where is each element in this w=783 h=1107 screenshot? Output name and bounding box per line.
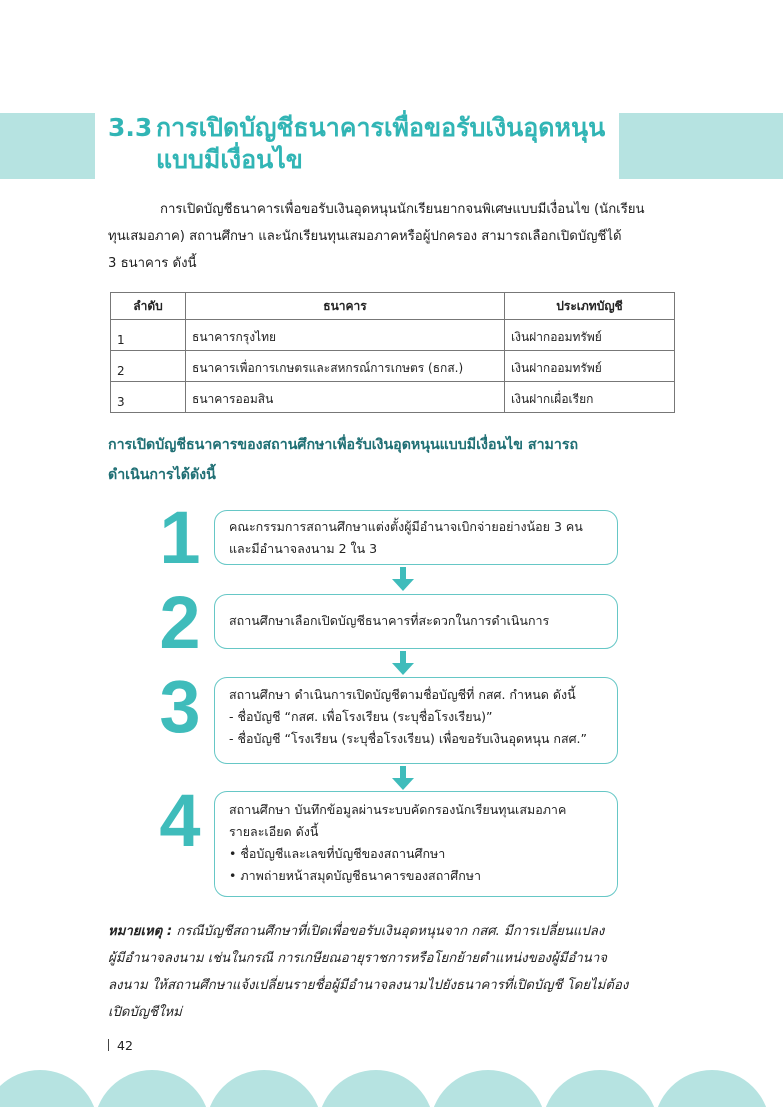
cell-account-type: เงินฝากเผื่อเรียก (505, 382, 675, 413)
header-band-right (619, 113, 783, 179)
page-number: 42 (117, 1038, 133, 1053)
header-bank: ธนาคาร (186, 293, 505, 320)
step-1-number: 1 (159, 496, 201, 579)
step-3-number: 3 (159, 665, 201, 748)
cell-bank: ธนาคารเพื่อการเกษตรและสหกรณ์การเกษตร (ธกส.) (186, 351, 505, 382)
step-4-box (214, 791, 618, 897)
step-3-line: - ชื่อบัญชี “กสศ. เพื่อโรงเรียน (ระบุชื่อโรงเรียน)” (229, 709, 493, 724)
intro-line1: การเปิดบัญชีธนาคารเพื่อขอรับเงินอุดหนุนนักเรียนยากจนพิเศษแบบมีเงื่อนไข (นักเรียน (160, 202, 645, 217)
header-account-type: ประเภทบัญชี (505, 293, 675, 320)
procedure-heading-line2: ดำเนินการได้ดังนี้ (108, 467, 216, 483)
step-2-line: สถานศึกษาเลือกเปิดบัญชีธนาคารที่สะดวกในการดำเนินการ (229, 613, 550, 628)
note-line4: เปิดบัญชีใหม่ (108, 1005, 182, 1020)
note-line3: ลงนาม ให้สถานศึกษาแจ้งเปลี่ยนรายชื่อผู้มีอำนาจลงนามไปยังธนาคารที่เปิดบัญชี โดยไม่ต้อง (108, 978, 629, 993)
intro-line3: 3 ธนาคาร ดังนี้ (108, 256, 197, 271)
step-1-line: และมีอำนาจลงนาม 2 ใน 3 (229, 541, 378, 556)
table-row (111, 320, 675, 351)
note-paragraph (108, 918, 675, 1026)
step-3-line: - ชื่อบัญชี “โรงเรียน (ระบุชื่อโรงเรียน) เพื่อขอรับเงินอุดหนุน กสศ.” (229, 731, 587, 746)
cell-order: 2 (111, 351, 186, 382)
step-4-line: • ชื่อบัญชีและเลขที่บัญชีของสถานศึกษา (229, 846, 446, 861)
procedure-heading-line1: การเปิดบัญชีธนาคารของสถานศึกษาเพื่อรับเงินอุดหนุนแบบมีเงื่อนไข สามารถ (108, 437, 579, 453)
cell-order: 3 (111, 382, 186, 413)
table-row (111, 382, 675, 413)
note-label: หมายเหตุ : (108, 924, 173, 939)
cell-bank: ธนาคารออมสิน (186, 382, 505, 413)
cell-order: 1 (111, 320, 186, 351)
down-arrow-icon (392, 567, 414, 591)
down-arrow-icon (392, 651, 414, 675)
cell-account-type: เงินฝากออมทรัพย์ (505, 351, 675, 382)
section-title (108, 112, 605, 176)
step-2-number: 2 (159, 581, 201, 664)
section-number: 3.3 (108, 113, 153, 142)
page-divider (108, 1039, 109, 1051)
intro-line2: ทุนเสมอภาค) สถานศึกษา และนักเรียนทุนเสมอภาคหรือผู้ปกครอง สามารถเลือกเปิดบัญชีได้ (108, 229, 622, 244)
bank-table (110, 292, 675, 413)
page-footer (108, 1038, 133, 1053)
step-4-number: 4 (159, 779, 201, 862)
step-4-line: รายละเอียด ดังนี้ (229, 824, 319, 839)
table-row (111, 351, 675, 382)
step-3-line: สถานศึกษา ดำเนินการเปิดบัญชีตามชื่อบัญชีที่ กสศ. กำหนด ดังนี้ (229, 687, 576, 702)
step-1-box (214, 510, 618, 565)
table-header-row (111, 293, 675, 320)
procedure-heading (108, 430, 675, 490)
intro-paragraph (108, 196, 675, 277)
step-2-box (214, 594, 618, 649)
cell-account-type: เงินฝากออมทรัพย์ (505, 320, 675, 351)
header-order: ลำดับ (111, 293, 186, 320)
cell-bank: ธนาคารกรุงไทย (186, 320, 505, 351)
step-4-line: สถานศึกษา บันทึกข้อมูลผ่านระบบคัดกรองนักเรียนทุนเสมอภาค (229, 802, 567, 817)
section-title-line1: การเปิดบัญชีธนาคารเพื่อขอรับเงินอุดหนุน (156, 113, 606, 142)
step-1-line: คณะกรรมการสถานศึกษาแต่งตั้งผู้มีอำนาจเบิกจ่ายอย่างน้อย 3 คน (229, 519, 583, 534)
step-4-line: • ภาพถ่ายหน้าสมุดบัญชีธนาคารของสถาศึกษา (229, 868, 482, 883)
down-arrow-icon (392, 766, 414, 790)
header-band-left (0, 113, 95, 179)
decorative-bubbles (0, 1070, 783, 1107)
note-line2: ผู้มีอำนาจลงนาม เช่นในกรณี การเกษียณอายุราชการหรือโยกย้ายตำแหน่งของผู้มีอำนาจ (108, 951, 607, 966)
step-3-box (214, 677, 618, 764)
section-title-line2: แบบมีเงื่อนไข (156, 145, 303, 174)
note-line1: กรณีบัญชีสถานศึกษาที่เปิดเพื่อขอรับเงินอุดหนุนจาก กสศ. มีการเปลี่ยนแปลง (176, 924, 605, 939)
